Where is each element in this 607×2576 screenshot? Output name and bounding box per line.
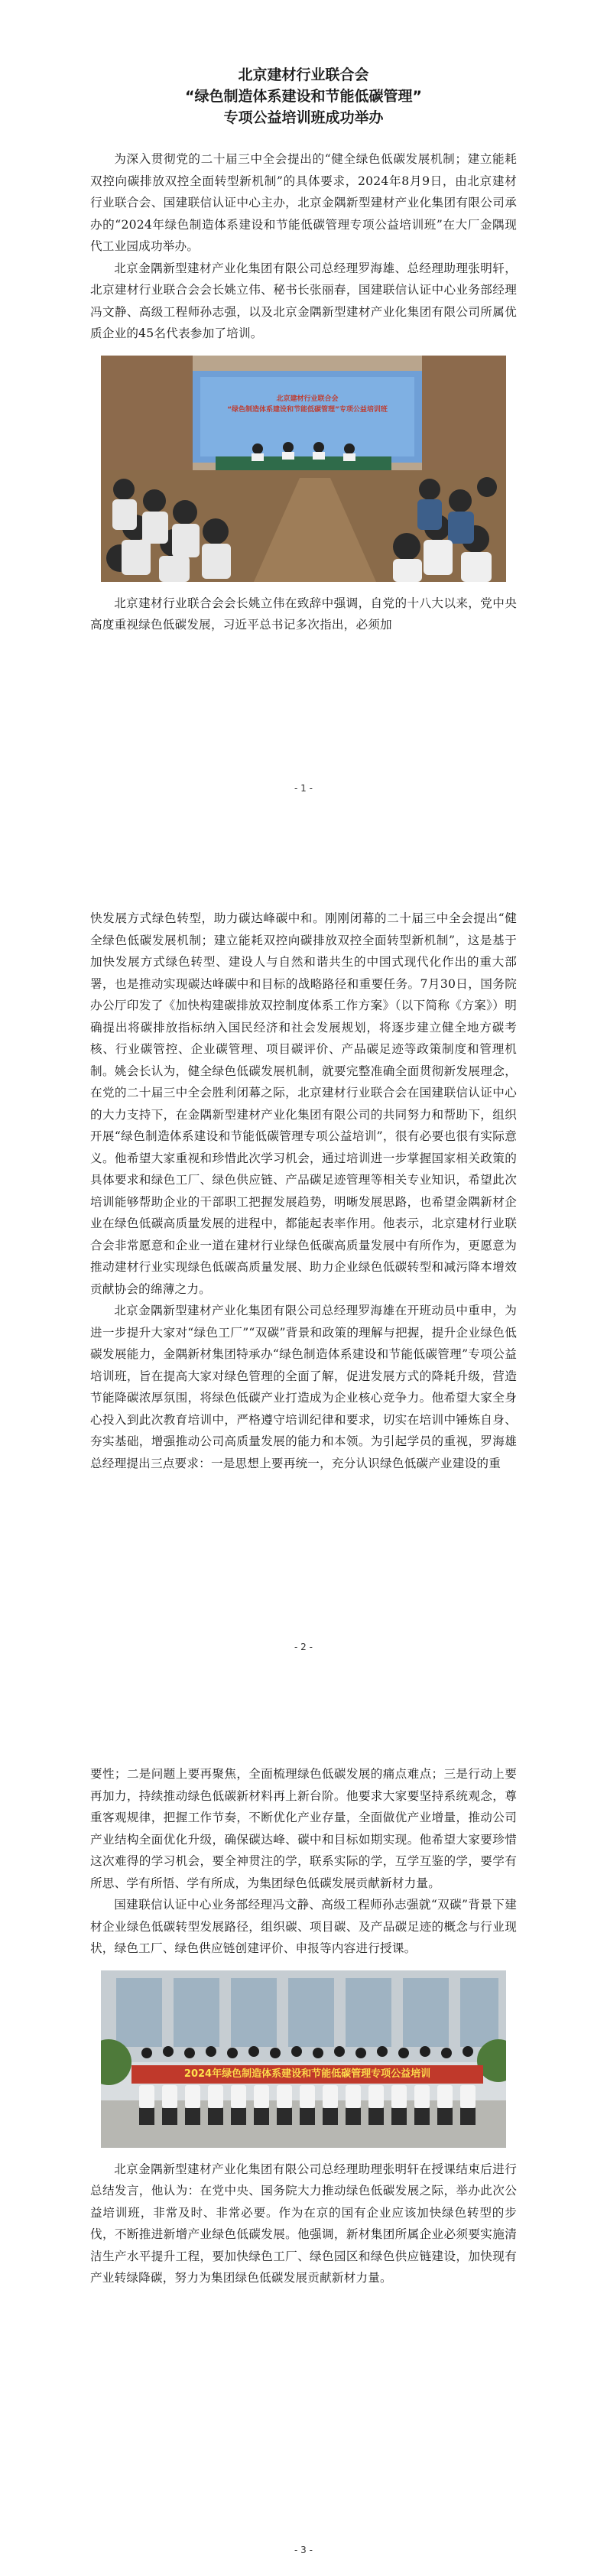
page-number-2: - 2 - <box>294 1642 313 1652</box>
group-banner-text: 2024年绿色制造体系建设和节能低碳管理专项公益培训 <box>183 2068 431 2080</box>
meeting-room-illustration <box>101 356 506 582</box>
screen-banner-line-2: “绿色制造体系建设和节能低碳管理”专项公益培训班 <box>227 405 388 414</box>
group-photo <box>101 1970 506 2148</box>
title-line-3: 专项公益培训班成功举办 <box>223 109 384 126</box>
title-line-2: “绿色制造体系建设和节能低碳管理” <box>185 88 422 105</box>
meeting-room-photo <box>101 356 506 582</box>
lecture-paragraph: 国建联信认证中心业务部经理冯文静、高级工程师孙志强就“双碳”背景下建材企业绿色低碳转型发展路径，组织碳、项目碳、及产品碳足迹的概念与行业现状，绿色工厂、绿色供应链创建评价、申报等内容进行授课。 <box>90 1898 517 1955</box>
document-page-1 <box>0 0 607 859</box>
intro-paragraph: 为深入贯彻党的二十届三中全会提出的“健全绿色低碳发展机制；建立能耗双控向碳排放双控全面转型新机制”的具体要求，2024年8月9日，由北京建材行业联合会、国建联信认证中心主办，北京金隅新型建材产业化集团有限公司承办的“2024年绿色制造体系建设和节能低碳管理专项公益培训班”在大厂金隅现代工业园成功举办。 <box>90 152 517 253</box>
screen-banner-line-1: 北京建材行业联合会 <box>276 395 339 403</box>
page-2-content <box>90 908 517 1474</box>
page-number-1: - 1 - <box>294 783 313 794</box>
general-manager-paragraph: 北京金隅新型建材产业化集团有限公司总经理罗海雄在开班动员中重申，为进一步提升大家对“绿色工厂”“双碳”背景和政策的理解与把握，提升企业绿色低碳发展能力，金隅新材集团特承办“绿色制造体系建设和节能低碳管理”专项公益培训班，旨在提高大家对绿色管理的全面了解，促进发展方式的降耗升级，营造节能降碳浓厚氛围，将绿色低碳产业打造成为企业核心竞争力。他希望大家全身心投入到此次教育培训中，严格遵守培训纪律和要求，切实在培训中锤炼自身、夯实基础，增强推动公司高质量发展的能力和本领。为引起学员的重视，罗海雄总经理提出三点要求：一是思想上要再统一，充分认识绿色低碳产业建设的重 <box>90 1304 517 1470</box>
page-3-content <box>90 1763 517 2289</box>
summary-paragraph: 北京金隅新型建材产业化集团有限公司总经理助理张明轩在授课结束后进行总结发言，他认为：在党中央、国务院大力推动绿色低碳发展之际，举办此次公益培训班，非常及时、非常必要。作为在京的国有企业应该加快绿色转型的步伐，不断推进新增产业绿色低碳发展。他强调，新材集团所属企业必须要实施清洁生产水平提升工程，要加快绿色工厂、绿色园区和绿色供应链建设，加快现有产业转绿降碳，努力为集团绿色低碳发展贡献新材力量。 <box>90 2162 517 2285</box>
page-1-content <box>90 64 517 636</box>
page-number-3: - 3 - <box>294 2545 313 2555</box>
title-line-1: 北京建材行业联合会 <box>238 67 369 83</box>
document-page-3 <box>0 1717 607 2576</box>
speech-continued-paragraph: 快发展方式绿色转型，助力碳达峰碳中和。刚刚闭幕的二十届三中全会提出“健全绿色低碳发展机制；建立能耗双控向碳排放双控全面转型新机制”，这是基于加快发展方式绿色转型、建设人与自然和谐共生的中国式现代化作出的重大部署，也是推动实现碳达峰碳中和目标的战略路径和重要任务。7月30日，国务院办公厅印发了《加快构建碳排放双控制度体系工作方案》（以下简称《方案》）明确提出将碳排放指标纳入国民经济和社会发展规划，将逐步建立健全地方碳考核、行业碳管控、企业碳管理、项目碳评价、产品碳足迹等政策制度和管理机制。姚会长认为，健全绿色低碳发展机制，就要完整准确全面贯彻新发展理念，在党的二十届三中全会胜利闭幕之际，北京建材行业联合会在国建联信认证中心的大力支持下，在金隅新型建材产业化集团有限公司的共同努力和帮助下，组织开展“绿色制造体系建设和节能低碳管理专项公益培训”，很有必要也很有实际意义。他希望大家重视和珍惜此次学习机会，通过培训进一步掌握国家相关政策的具体要求和绿色工厂、绿色供应链、产品碳足迹管理等相关专业知识，希望此次培训能够帮助企业的干部职工把握发展趋势，明晰发展思路，也希望金隅新材企业在绿色低碳高质量发展的进程中，都能起表率作用。他表示，北京建材行业联合会非常愿意和企业一道在建材行业绿色低碳高质量发展中有所作为，更愿意为推动建材行业实现绿色低碳高质量发展、助力企业绿色低碳转型和减污降本增效贡献协会的绵薄之力。 <box>90 911 517 1296</box>
document-page-2 <box>0 859 607 1717</box>
president-speech-paragraph: 北京建材行业联合会会长姚立伟在致辞中强调，自党的十八大以来，党中央高度重视绿色低碳发展，习近平总书记多次指出，必须加 <box>90 596 517 632</box>
group-photo-illustration <box>101 1970 506 2148</box>
requirements-continued-paragraph: 要性；二是问题上要再聚焦，全面梳理绿色低碳发展的痛点难点；三是行动上要再加力，持续推动绿色低碳新材料再上新台阶。他要求大家要坚持系统观念，尊重客观规律，把握工作节奏，不断优化产业存量，全面做优产业增量，推动公司产业结构全面优化升级，确保碳达峰、碳中和目标如期实现。他希望大家要珍惜这次难得的学习机会，要全神贯注的学，联系实际的学，互学互鉴的学，要学有所思、学有所悟、学有所成，为集团绿色低碳发展贡献新材力量。 <box>90 1767 517 1890</box>
attendees-paragraph: 北京金隅新型建材产业化集团有限公司总经理罗海雄、总经理助理张明轩，北京建材行业联合会会长姚立伟、秘书长张丽春，国建联信认证中心业务部经理冯文静、高级工程师孙志强，以及北京金隅新型建材产业化集团有限公司所属优质企业的45名代表参加了培训。 <box>90 261 517 340</box>
